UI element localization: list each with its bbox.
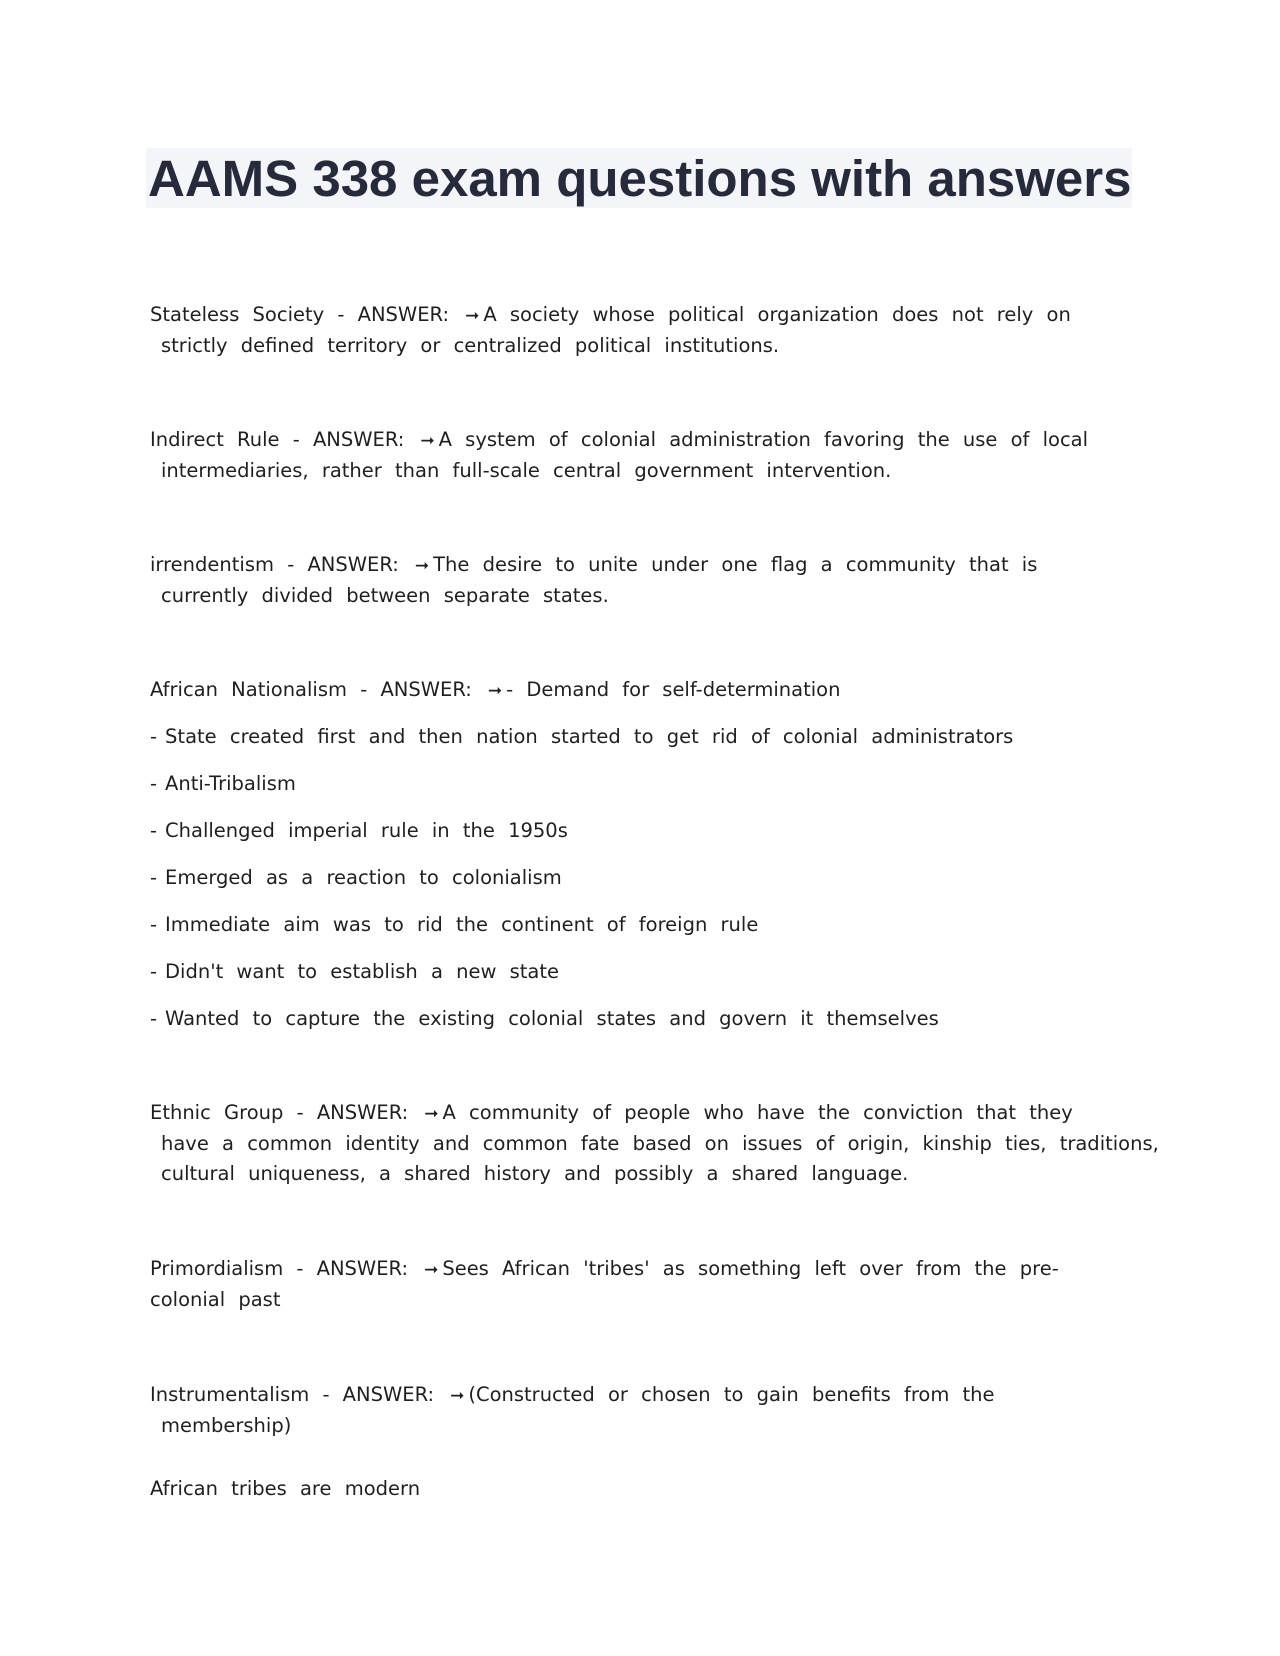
- answer-separator: - ANSWER:: [292, 428, 405, 451]
- qa-entry-instrumentalism: [150, 1380, 1150, 1441]
- arrow-right-icon: ➞: [424, 1104, 439, 1124]
- answer-text: A system of colonial administration favoring the use of local: [438, 428, 1089, 451]
- answer-text-continued: cultural uniqueness, a shared history and possibly a shared language.: [161, 1162, 909, 1185]
- term-label: Ethnic Group: [150, 1101, 284, 1124]
- term-label: irrendentism: [150, 553, 274, 576]
- arrow-right-icon: ➞: [424, 1260, 439, 1280]
- answer-separator: - ANSWER:: [360, 678, 472, 701]
- list-item: - Wanted to capture the existing colonial states and govern it themselves: [150, 1007, 939, 1030]
- arrow-right-icon: ➞: [450, 1386, 465, 1406]
- term-label: Instrumentalism: [150, 1383, 310, 1406]
- answer-text: Sees African 'tribes' as something left over from the pre-: [442, 1257, 1059, 1280]
- term-label: Stateless Society: [150, 303, 325, 326]
- qa-entry-line: [150, 1098, 1150, 1129]
- qa-entry-line: [150, 675, 1150, 706]
- arrow-right-icon: ➞: [487, 681, 503, 701]
- qa-entry-ethnic-group: [150, 1098, 1159, 1189]
- qa-entry-primordialism: [150, 1254, 1150, 1315]
- qa-entry-line: [150, 1254, 1150, 1285]
- answer-text-continued: currently divided between separate states.: [161, 584, 609, 607]
- answer-text: - Demand for self-determination: [506, 678, 841, 701]
- answer-separator: - ANSWER:: [287, 553, 399, 576]
- qa-entry-stateless-society: [150, 300, 1150, 361]
- list-item: - Emerged as a reaction to colonialism: [150, 866, 562, 889]
- qa-entry-irrendentism: [150, 550, 1150, 611]
- answer-text-continued: have a common identity and common fate based on issues of origin, kinship ties, traditions,: [161, 1132, 1159, 1155]
- answer-text-continued: intermediaries, rather than full-scale central government intervention.: [161, 459, 892, 482]
- list-item: - Immediate aim was to rid the continent of foreign rule: [150, 913, 759, 936]
- arrow-right-icon: ➞: [414, 556, 430, 576]
- page-title: AAMS 338 exam questions with answers: [148, 150, 1132, 207]
- answer-text-continued: colonial past: [150, 1288, 281, 1311]
- qa-entry-line: [150, 425, 1150, 456]
- answer-text: A community of people who have the conviction that they: [442, 1101, 1073, 1124]
- answer-text-extra: African tribes are modern: [150, 1477, 421, 1500]
- answer-separator: - ANSWER:: [322, 1383, 435, 1406]
- qa-entry-line: [150, 1380, 1150, 1411]
- qa-entry-indirect-rule: [150, 425, 1150, 486]
- qa-entry-line: [150, 300, 1150, 331]
- term-label: Primordialism: [150, 1257, 284, 1280]
- list-item: - State created first and then nation started to get rid of colonial administrators: [150, 725, 1014, 748]
- answer-separator: - ANSWER:: [296, 1101, 409, 1124]
- answer-text: The desire to unite under one flag a community that is: [433, 553, 1038, 576]
- arrow-right-icon: ➞: [420, 431, 435, 451]
- answer-separator: - ANSWER:: [337, 303, 450, 326]
- answer-separator: - ANSWER:: [296, 1257, 409, 1280]
- term-label: Indirect Rule: [150, 428, 280, 451]
- term-label: African Nationalism: [150, 678, 348, 701]
- list-item: - Didn't want to establish a new state: [150, 960, 560, 983]
- list-item: - Challenged imperial rule in the 1950s: [150, 819, 568, 842]
- qa-entry-african-nationalism: [150, 675, 1150, 706]
- qa-entry-line: [150, 550, 1150, 581]
- answer-text-continued: strictly defined territory or centralized political institutions.: [161, 334, 780, 357]
- answer-text-continued: membership): [161, 1414, 292, 1437]
- answer-text: A society whose political organization does not rely on: [483, 303, 1071, 326]
- answer-text: (Constructed or chosen to gain benefits from the: [468, 1383, 995, 1406]
- trailing-text: [150, 1474, 1150, 1504]
- arrow-right-icon: ➞: [465, 306, 480, 326]
- african-nationalism-bullets: [150, 722, 1013, 1051]
- list-item: - Anti-Tribalism: [150, 772, 296, 795]
